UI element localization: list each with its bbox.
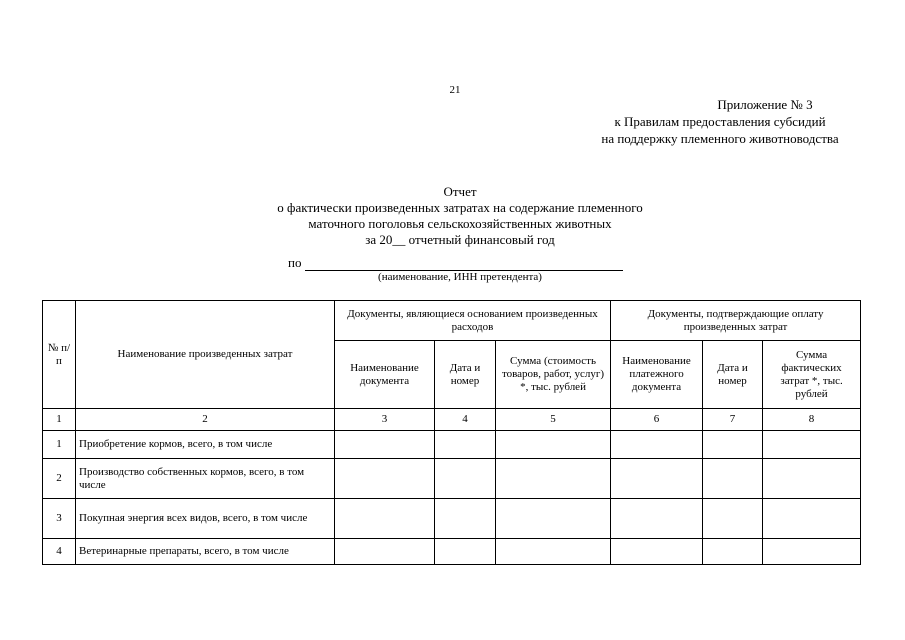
title-line-1: Отчет bbox=[443, 184, 477, 199]
empty-cell[interactable] bbox=[496, 459, 611, 499]
title-line-3: маточного поголовья сельскохозяйственных животных bbox=[308, 216, 612, 231]
row-number: 2 bbox=[43, 459, 76, 499]
empty-cell[interactable] bbox=[335, 539, 435, 565]
empty-cell[interactable] bbox=[763, 539, 861, 565]
column-number: 8 bbox=[763, 409, 861, 431]
empty-cell[interactable] bbox=[335, 499, 435, 539]
table-row bbox=[43, 459, 861, 499]
empty-cell[interactable] bbox=[763, 459, 861, 499]
column-number-row bbox=[43, 409, 861, 431]
header-doc-date: Дата и номер bbox=[435, 341, 496, 409]
title-line-4: за 20__ отчетный финансовый год bbox=[365, 232, 555, 247]
column-number: 1 bbox=[43, 409, 76, 431]
applicant-blank-line bbox=[305, 258, 623, 271]
row-cost-name: Ветеринарные препараты, всего, в том числе bbox=[76, 539, 335, 565]
applicant-label: по bbox=[288, 255, 302, 270]
header-group-payment-docs: Документы, подтверждающие оплату произведенных затрат bbox=[611, 301, 861, 341]
applicant-caption: (наименование, ИНН претендента) bbox=[378, 271, 542, 283]
row-cost-name: Производство собственных кормов, всего, в том числе bbox=[76, 459, 335, 499]
empty-cell[interactable] bbox=[435, 431, 496, 459]
empty-cell[interactable] bbox=[703, 431, 763, 459]
report-table bbox=[42, 300, 861, 565]
appendix-line-1: Приложение № 3 bbox=[717, 97, 813, 112]
empty-cell[interactable] bbox=[496, 499, 611, 539]
header-group-row bbox=[43, 301, 861, 341]
header-doc-name: Наименование документа bbox=[335, 341, 435, 409]
empty-cell[interactable] bbox=[763, 431, 861, 459]
header-payment-sum: Сумма фактических затрат *, тыс. рублей bbox=[763, 341, 861, 409]
empty-cell[interactable] bbox=[763, 499, 861, 539]
empty-cell[interactable] bbox=[435, 499, 496, 539]
column-number: 6 bbox=[611, 409, 703, 431]
column-number: 4 bbox=[435, 409, 496, 431]
empty-cell[interactable] bbox=[611, 431, 703, 459]
title-line-2: о фактически произведенных затратах на содержание племенного bbox=[277, 200, 643, 215]
row-cost-name: Приобретение кормов, всего, в том числе bbox=[76, 431, 335, 459]
empty-cell[interactable] bbox=[611, 499, 703, 539]
row-number: 1 bbox=[43, 431, 76, 459]
column-number: 3 bbox=[335, 409, 435, 431]
table-row bbox=[43, 431, 861, 459]
header-payment-name: Наименование платежного документа bbox=[611, 341, 703, 409]
row-number: 3 bbox=[43, 499, 76, 539]
column-number: 7 bbox=[703, 409, 763, 431]
column-number: 5 bbox=[496, 409, 611, 431]
empty-cell[interactable] bbox=[335, 431, 435, 459]
table-row bbox=[43, 539, 861, 565]
appendix-header bbox=[560, 96, 880, 147]
applicant-row bbox=[288, 255, 623, 271]
report-title bbox=[200, 184, 720, 248]
row-number: 4 bbox=[43, 539, 76, 565]
empty-cell[interactable] bbox=[703, 459, 763, 499]
empty-cell[interactable] bbox=[703, 539, 763, 565]
header-group-basis-docs: Документы, являющиеся основанием произведенных расходов bbox=[335, 301, 611, 341]
empty-cell[interactable] bbox=[611, 539, 703, 565]
header-doc-sum: Сумма (стоимость товаров, работ, услуг) *, тыс. рублей bbox=[496, 341, 611, 409]
column-number: 2 bbox=[76, 409, 335, 431]
header-payment-date: Дата и номер bbox=[703, 341, 763, 409]
appendix-line-2: к Правилам предоставления субсидий bbox=[614, 114, 826, 129]
row-cost-name: Покупная энергия всех видов, всего, в том числе bbox=[76, 499, 335, 539]
page-number: 21 bbox=[449, 84, 461, 96]
empty-cell[interactable] bbox=[435, 539, 496, 565]
empty-cell[interactable] bbox=[611, 459, 703, 499]
header-name: Наименование произведенных затрат bbox=[76, 301, 335, 409]
empty-cell[interactable] bbox=[496, 539, 611, 565]
header-num: № п/п bbox=[43, 301, 76, 409]
empty-cell[interactable] bbox=[335, 459, 435, 499]
table-row bbox=[43, 499, 861, 539]
empty-cell[interactable] bbox=[435, 459, 496, 499]
empty-cell[interactable] bbox=[703, 499, 763, 539]
empty-cell[interactable] bbox=[496, 431, 611, 459]
appendix-line-3: на поддержку племенного животноводства bbox=[601, 131, 839, 146]
